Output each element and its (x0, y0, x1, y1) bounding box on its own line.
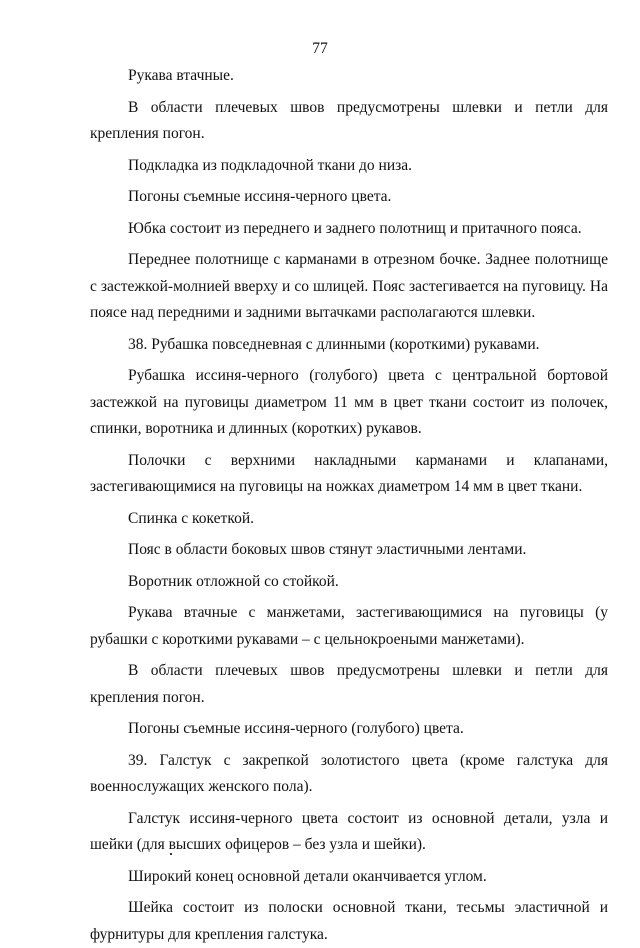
paragraph: Широкий конец основной детали оканчивается углом. (128, 867, 487, 885)
paragraph: Пояс в области боковых швов стянут эластичными лентами. (128, 541, 527, 558)
paragraph: Погоны съемные иссиня-черного цвета. (128, 188, 392, 205)
paragraph: Подкладка из подкладочной ткани до низа. (128, 156, 413, 174)
paragraph: Переднее полотнище с карманами в отрезном бочке. Заднее полотнище с застежкой-молнией вверху и со шлицей. Пояс застегивается на пуговицу. На поясе над передними и задними вытачками располагаются шлевки. (90, 251, 608, 321)
paragraph: В области плечевых швов предусмотрены шлевки и петли для крепления погон. (90, 662, 608, 706)
paragraph: Погоны съемные иссиня-черного (голубого) цвета. (128, 720, 464, 737)
paragraph: Рукава втачные с манжетами, застегивающимися на пуговицы (у рубашки с короткими рукавами – с цельнокроеными манжетами). (90, 604, 608, 648)
page-number: 77 (312, 40, 328, 57)
section-heading: 39. Галстук с закрепкой золотистого цвета (кроме галстука для военнослужащих женского пола). (90, 751, 608, 795)
paragraph: Рубашка иссиня-черного (голубого) цвета с центральной бортовой застежкой на пуговицы диаметром 11 мм в цвет ткани состоит из полочек, спинки, воротника и длинных (коротких) рукавов. (90, 367, 608, 437)
paragraph: Юбка состоит из переднего и заднего полотнищ и притачного пояса. (128, 219, 582, 237)
paragraph: Полочки с верхними накладными карманами и клапанами, застегивающимися на пуговицы на ножках диаметром 14 мм в цвет ткани. (90, 451, 608, 495)
paragraph: Шейка состоит из полоски основной ткани, тесьмы эластичной и фурнитуры для крепления галстука. (90, 899, 608, 943)
paragraph: Галстук иссиня-черного цвета состоит из основной детали, узла и шейки (для высших офицеров – без узла и шейки). (90, 809, 608, 853)
paragraph: Воротник отложной со стойкой. (128, 572, 339, 590)
paragraph: Рукава втачные. (128, 67, 234, 84)
section-heading: 38. Рубашка повседневная с длинными (короткими) рукавами. (128, 335, 540, 353)
scan-speck (170, 853, 172, 855)
document-body (90, 63, 608, 948)
paragraph: В области плечевых швов предусмотрены шлевки и петли для крепления погон. (90, 98, 608, 142)
paragraph: Спинка с кокеткой. (128, 509, 254, 527)
